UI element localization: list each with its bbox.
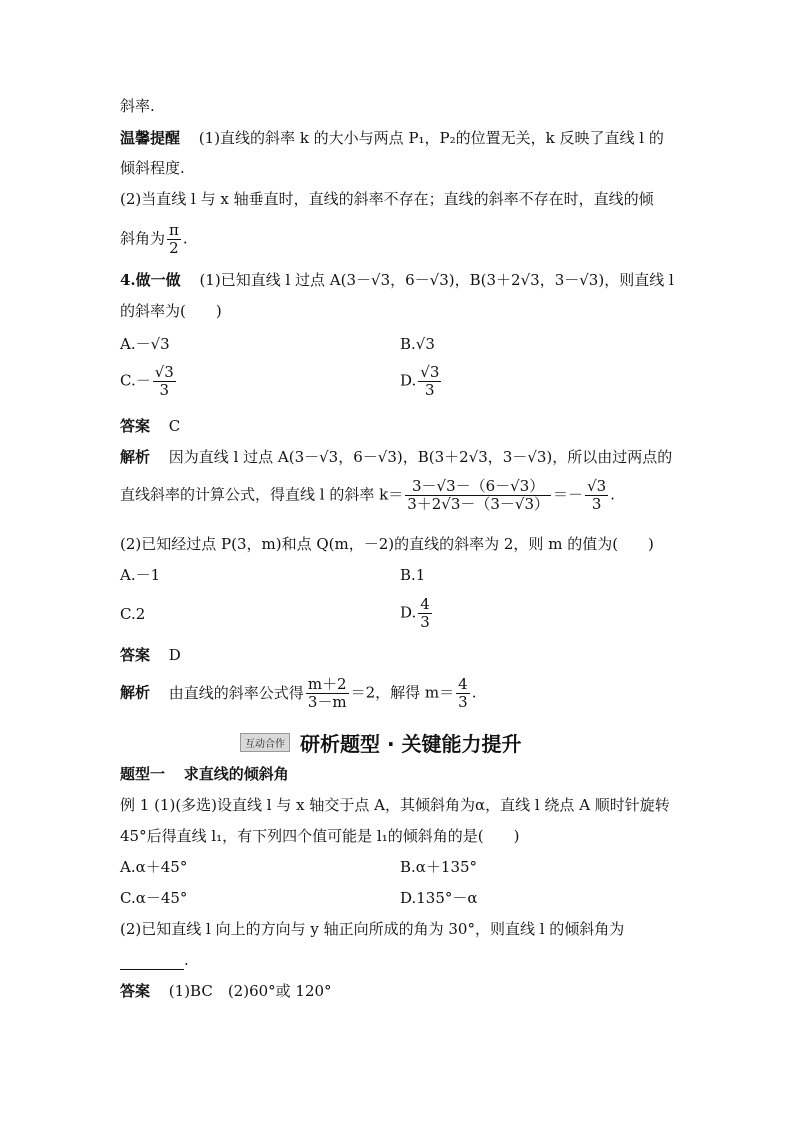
solution-text: 因为直线 l 过点 A(3－√3，6－√3)，B(3＋2√3，3－√3)，所以由过两点的 — [168, 448, 673, 466]
option-d — [400, 596, 434, 631]
option-d: D.135°－α — [400, 889, 478, 907]
fraction — [167, 222, 181, 257]
option-d — [400, 364, 443, 399]
answer-label: 答案 — [120, 417, 151, 435]
section-title: 研析题型 · 关键能力提升 — [300, 732, 522, 756]
numerator: π — [169, 221, 179, 239]
text-span: . — [610, 485, 615, 504]
answer-line — [120, 416, 180, 436]
option-b: B.1 — [400, 566, 426, 584]
text-line: 斜率. — [120, 97, 155, 115]
question-line: (2)已知经过点 P(3，m)和点 Q(m，－2)的直线的斜率为 2，则 m 的值为( ) — [120, 535, 654, 553]
text-line: (2)当直线 l 与 x 轴垂直时，直线的斜率不存在；直线的斜率不存在时，直线的倾 — [120, 190, 654, 208]
answer-value: C — [168, 417, 181, 435]
type-label: 题型一 — [120, 765, 166, 783]
text-span: 斜角为 — [120, 229, 166, 248]
text-span: ＝－ — [553, 485, 584, 504]
option-a: A.α＋45° — [120, 858, 188, 876]
fraction — [418, 364, 441, 399]
fraction — [456, 676, 470, 711]
type-heading — [120, 764, 289, 784]
numerator: 3－√3－（6－√3） — [405, 478, 551, 496]
text-line: 倾斜程度. — [120, 159, 185, 177]
text-span: . — [471, 683, 477, 702]
example-line: 例 1 (1)(多选)设直线 l 与 x 轴交于点 A，其倾斜角为α，直线 l 绕点 A 顺时针旋转 — [120, 796, 670, 814]
numerator: √3 — [587, 477, 607, 495]
option-c: C.α－45° — [120, 889, 188, 907]
numerator: m＋2 — [307, 675, 347, 693]
solution-line — [120, 676, 476, 711]
fraction — [585, 478, 608, 513]
numerator: √3 — [154, 363, 174, 381]
question-label: 4.做一做 — [120, 271, 181, 289]
numerator: 4 — [458, 675, 468, 693]
option-a: A.－1 — [120, 566, 161, 584]
denominator: 3－m — [307, 693, 347, 711]
answer-line — [120, 981, 332, 1001]
solution-line — [120, 447, 672, 467]
option-c — [120, 364, 178, 399]
numerator: √3 — [420, 363, 440, 381]
solution-label: 解析 — [120, 683, 151, 702]
denominator: 3＋2√3－（3－√3） — [407, 495, 550, 513]
option-c: C.2 — [120, 605, 146, 623]
denominator: 3 — [420, 613, 430, 631]
solution-label: 解析 — [120, 448, 151, 466]
tip-label: 温馨提醒 — [120, 129, 181, 147]
fraction — [405, 478, 551, 513]
text-span: 直线斜率的计算公式，得直线 l 的斜率 k＝ — [120, 485, 404, 504]
answer-label: 答案 — [120, 646, 151, 664]
text-span: 由直线的斜率公式得 — [168, 683, 304, 702]
text-span: . — [184, 951, 189, 969]
solution-formula-line — [120, 478, 615, 513]
answer-label: 答案 — [120, 982, 151, 1000]
fraction — [306, 676, 349, 711]
denominator: 3 — [425, 381, 435, 399]
tip-line — [120, 128, 664, 148]
example-line: (2)已知直线 l 向上的方向与 y 轴正向所成的角为 30°，则直线 l 的倾斜角为 — [120, 920, 625, 938]
numerator: 4 — [420, 595, 430, 613]
denominator: 3 — [591, 495, 602, 513]
section-tag: 互动合作 — [240, 733, 290, 752]
text-span: ＝2，解得 m＝ — [350, 683, 455, 702]
question-4-line — [120, 270, 674, 290]
option-b: B.√3 — [400, 335, 435, 353]
text-line: 的斜率为( ) — [120, 302, 222, 320]
type-title: 求直线的倾斜角 — [183, 765, 289, 783]
denominator: 2 — [169, 239, 179, 257]
denominator: 3 — [159, 381, 170, 399]
text-span: D. — [400, 371, 417, 390]
question-text: (1)已知直线 l 过点 A(3－√3，6－√3)，B(3＋2√3，3－√3)，则直线 l — [199, 271, 674, 289]
answer-value: (1)BC (2)60°或 120° — [168, 982, 332, 1000]
text-span: C.－ — [120, 371, 151, 390]
answer-line — [120, 645, 181, 665]
fraction — [153, 364, 176, 399]
answer-value: D — [168, 646, 181, 664]
denominator: 3 — [458, 693, 468, 711]
tip2-line: 斜角为 $\frac{\pi}{2}$ . — [120, 221, 188, 257]
section-header — [240, 728, 522, 757]
text-span: D. — [400, 603, 417, 622]
tip-text: (1)直线的斜率 k 的大小与两点 P₁，P₂的位置无关，k 反映了直线 l 的 — [198, 129, 664, 147]
answer-blank — [120, 955, 184, 970]
blank-line — [120, 950, 189, 970]
example-line: 45°后得直线 l₁，有下列四个值可能是 l₁的倾斜角的是( ) — [120, 827, 520, 845]
option-b: B.α＋135° — [400, 858, 478, 876]
option-a: A.－√3 — [120, 335, 170, 353]
fraction — [418, 596, 432, 631]
